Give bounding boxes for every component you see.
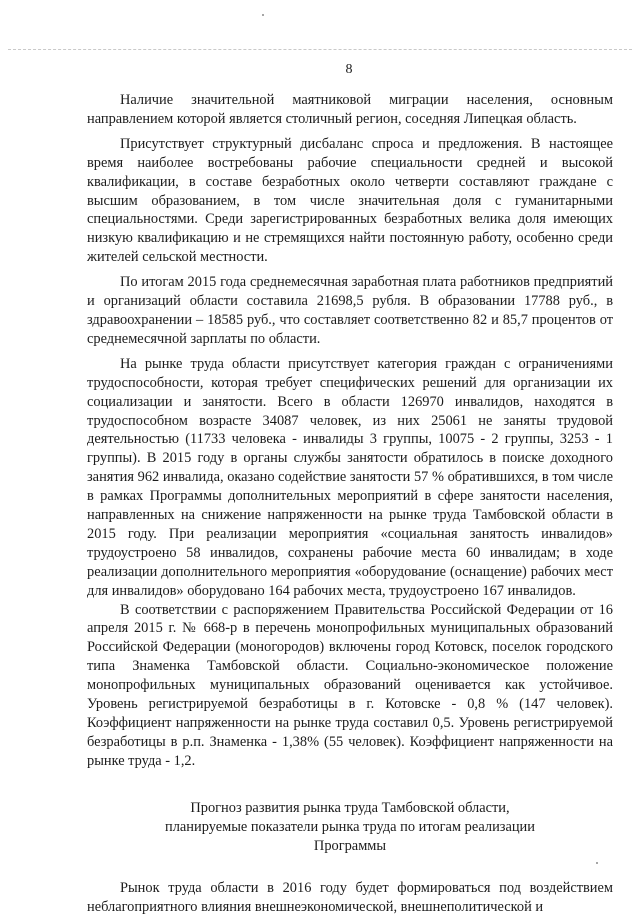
section-heading-line-3: Программы bbox=[313, 837, 387, 854]
paragraph-commuting-migration: Наличие значительной маятниковой миграции населения, основным направлением которой является столичный регион, соседняя Липецкая область. bbox=[87, 92, 613, 127]
page-number: 8 bbox=[345, 62, 353, 77]
scan-speck bbox=[262, 14, 264, 16]
section-heading bbox=[87, 799, 613, 856]
document-body bbox=[87, 91, 613, 917]
paragraph-disabled-employment: На рынке труда области присутствует категория граждан с ограничениями трудоспособности, которая требует специфических решений для организации их социализации и занятости. Всего в области 126970 инвалидов, находятся в трудоспособном возрасте 34087 человек, из них 25061 не заняты трудовой деятельностью (11733 человека - инвалиды 3 группы, 10075 - 2 группы, 3253 - 1 группы). В 2015 году в органы службы занятости обратилось в поиске доходного занятия 962 инвалида, оказано содействие занятости 57 % обратившихся, в том числе в рамках Программы дополнительных мероприятий в сфере занятости населения, направленных на снижение напряженности на рынке труда Тамбовской области в 2015 году. При реализации мероприятия «социальная занятость инвалидов» трудоустроено 58 инвалидов, сохранены рабочие места 60 инвалидам; в ходе реализации дополнительного мероприятия «оборудование (оснащение) рабочих мест для инвалидов» оборудовано 164 рабочих места, трудоустроено 167 инвалидов. bbox=[87, 355, 613, 599]
paragraph-monotowns: В соответствии с распоряжением Правительства Российской Федерации от 16 апреля 2015 г. № 668-р в перечень монопрофильных муниципальных образований Российской Федерации (моногородов) включены город Котовск, поселок городского типа Знаменка Тамбовской области. Социально-экономическое положение монопрофильных муниципальных образований оценивается как устойчивое. Уровень регистрируемой безработицы в г. Котовске - 0,8 % (147 человек). Коэффициент напряженности на рынке труда составил 0,5. Уровень регистрируемой безработицы в р.п. Знаменка - 1,38% (55 человек). Коэффициент напряженности на рынке труда - 1,2. bbox=[87, 601, 613, 769]
page-top-rule bbox=[8, 49, 632, 50]
paragraph-structural-imbalance: Присутствует структурный дисбаланс спроса и предложения. В настоящее время наиболее востребованы рабочие специальности средней и высокой квалификации, в составе безработных около четверти составляют граждане с высшим образованием, в том числе значительная доля с гуманитарными специальностями. Среди зарегистрированных безработных велика доля имеющих низкую квалификацию и не стремящихся найти постоянную работу, особенно среди жителей сельской местности. bbox=[87, 135, 613, 266]
section-heading-line-2: планируемые показатели рынка труда по итогам реализации bbox=[165, 818, 535, 835]
paragraph-average-wages: По итогам 2015 года среднемесячная заработная плата работников предприятий и организаций области составила 21698,5 рубля. В образовании 17788 руб., в здравоохранении – 18585 руб., что составляет соответственно 82 и 85,7 процентов от среднемесячной зарплаты по области. bbox=[87, 274, 613, 347]
paragraph-labor-market-forecast: Рынок труда области в 2016 году будет формироваться под воздействием неблагоприятного влияния внешнеэкономической, внешнеполитической и bbox=[87, 880, 613, 916]
scan-speck bbox=[596, 862, 598, 864]
section-heading-line-1: Прогноз развития рынка труда Тамбовской области, bbox=[190, 799, 510, 816]
